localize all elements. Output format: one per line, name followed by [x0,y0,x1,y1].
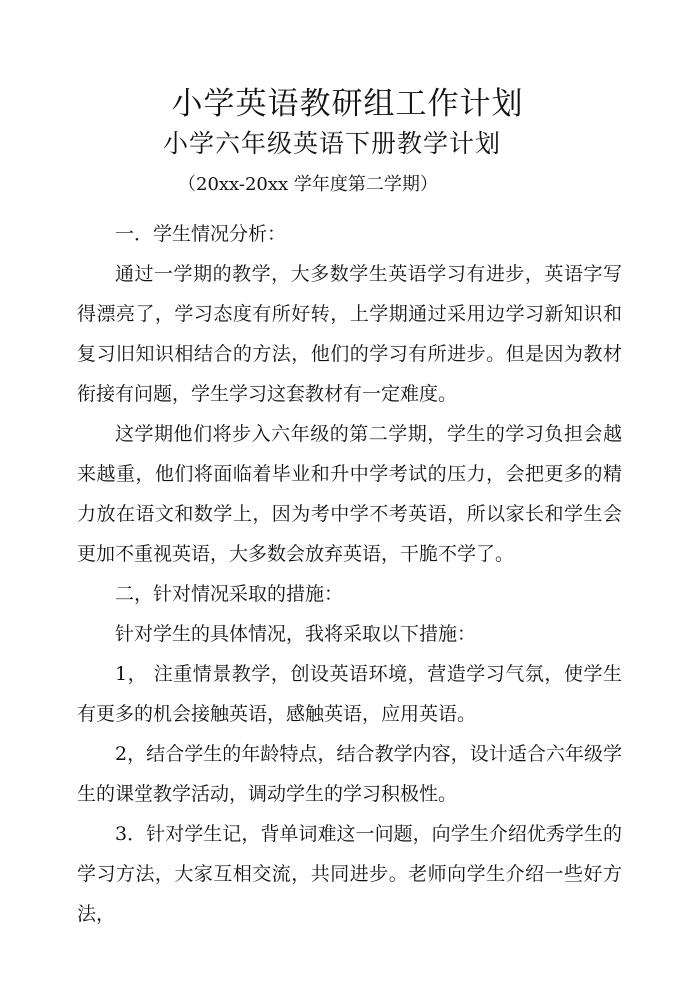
section-heading-measures: 二，针对情况采取的措施： [115,583,344,605]
paragraph: 通过一学期的教学，大多数学生英语学习有进步，英语字写得漂亮了，学习态度有所好转，上学期通过采用边学习新知识和复习旧知识相结合的方法，他们的学习有所进步。但是因为教材衔接有问题，学生学习这套教材有一定难度。 [77,263,622,405]
document-body [77,214,622,934]
document-title: 小学英语教研组工作计划 [171,86,524,122]
document-subtitle: 小学六年级英语下册教学计划 [163,129,502,158]
list-item: 1， 注重情景教学，创设英语环境，营造学习气氛，使学生有更多的机会接触英语，感触英语，应用英语。 [77,663,622,725]
section-heading-student-analysis: 一．学生情况分析： [115,223,287,245]
school-term: （20xx-20xx 学年度第二学期） [178,174,438,195]
paragraph: 针对学生的具体情况，我将采取以下措施： [115,623,477,645]
paragraph: 这学期他们将步入六年级的第二学期，学生的学习负担会越来越重，他们将面临着毕业和升中学考试的压力，会把更多的精力放在语文和数学上，因为考中学不考英语，所以家长和学生会更加不重视英语，大多数会放弃英语，干脆不学了。 [77,423,622,565]
list-item: 3．针对学生记，背单词难这一问题，向学生介绍优秀学生的学习方法，大家互相交流，共同进步。老师向学生介绍一些好方法， [77,823,622,925]
list-item: 2，结合学生的年龄特点，结合教学内容，设计适合六年级学生的课堂教学活动，调动学生的学习积极性。 [77,743,622,805]
